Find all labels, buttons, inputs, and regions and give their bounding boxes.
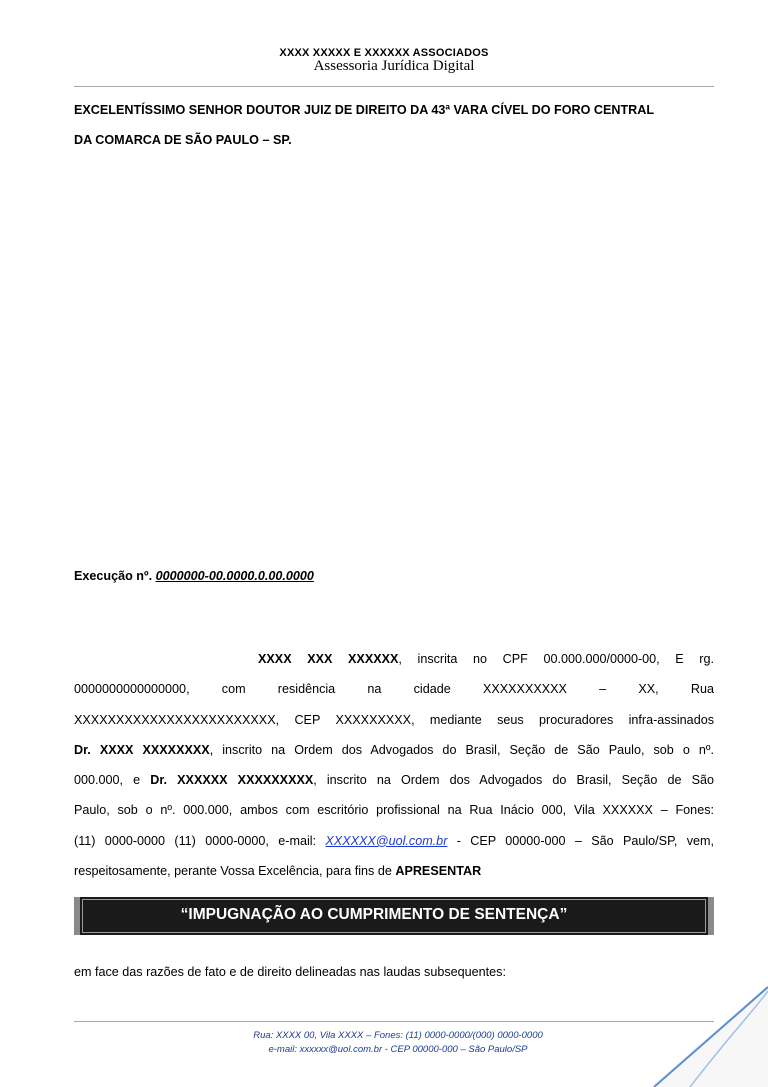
paragraph-line: respeitosamente, perante Vossa Excelência, para fins de APRESENTAR — [74, 864, 482, 879]
page-curl-icon — [650, 985, 768, 1087]
header-divider — [74, 86, 714, 87]
paragraph-line: XXXX XXX XXXXXX, inscrita no CPF 00.000.000/0000-00, E rg. — [258, 652, 714, 666]
footer-divider — [74, 1021, 714, 1022]
footer-contact: e-mail: xxxxxx@uol.com.br - CEP 00000-000 – São Paulo/SP — [268, 1044, 528, 1055]
apresentar-keyword: APRESENTAR — [395, 864, 482, 879]
lawyer-1-name: Dr. XXXX XXXXXXXX — [74, 742, 210, 757]
email-link[interactable]: XXXXXX@uol.com.br — [325, 833, 448, 848]
firm-tagline: Assessoria Jurídica Digital — [313, 58, 475, 74]
footer-address: Rua: XXXX 00, Vila XXXX – Fones: (11) 0000-0000/(000) 0000-0000 — [253, 1030, 543, 1041]
closing-sentence: em face das razões de fato e de direito delineadas nas laudas subsequentes: — [74, 965, 506, 979]
paragraph-line: 0000000000000000, com residência na cidade XXXXXXXXXX – XX, Rua — [74, 682, 714, 697]
firm-name: XXXX XXXXX E XXXXXX ASSOCIADOS — [279, 47, 489, 59]
title-banner — [74, 897, 714, 935]
lawyer-2-name: Dr. XXXXXX XXXXXXXXX — [150, 773, 314, 788]
execution-number: 0000000-00.0000.0.00.0000 — [155, 569, 314, 583]
paragraph-line: 000.000, e Dr. XXXXXX XXXXXXXXX, inscrito na Ordem dos Advogados do Brasil, Seção de São — [74, 773, 714, 788]
addressee-line-2: DA COMARCA DE SÃO PAULO – SP. — [74, 133, 292, 147]
execution-number-line — [74, 569, 314, 583]
addressee-line-1: EXCELENTÍSSIMO SENHOR DOUTOR JUIZ DE DIREITO DA 43ª VARA CÍVEL DO FORO CENTRAL — [74, 103, 655, 117]
addressee-block — [74, 95, 714, 155]
banner-title: “IMPUGNAÇÃO AO CUMPRIMENTO DE SENTENÇA” — [180, 906, 568, 923]
execution-label: Execução nº. — [74, 569, 153, 583]
paragraph-line: (11) 0000-0000 (11) 0000-0000, e-mail: XXXXXX@uol.com.br - CEP 00000-000 – São Paulo/SP, vem, — [74, 833, 714, 848]
paragraph-line: Dr. XXXX XXXXXXXX, inscrito na Ordem dos Advogados do Brasil, Seção de São Paulo, sob o nº. — [74, 742, 714, 757]
party-name: XXXX XXX XXXXXX — [258, 652, 399, 666]
petition-paragraph — [74, 644, 714, 886]
paragraph-line: Paulo, sob o nº. 000.000, ambos com escritório profissional na Rua Inácio 000, Vila XXXXXX – Fones: — [74, 803, 714, 818]
paragraph-line: XXXXXXXXXXXXXXXXXXXXXXXX, CEP XXXXXXXXX, mediante seus procuradores infra-assinados — [74, 712, 714, 727]
